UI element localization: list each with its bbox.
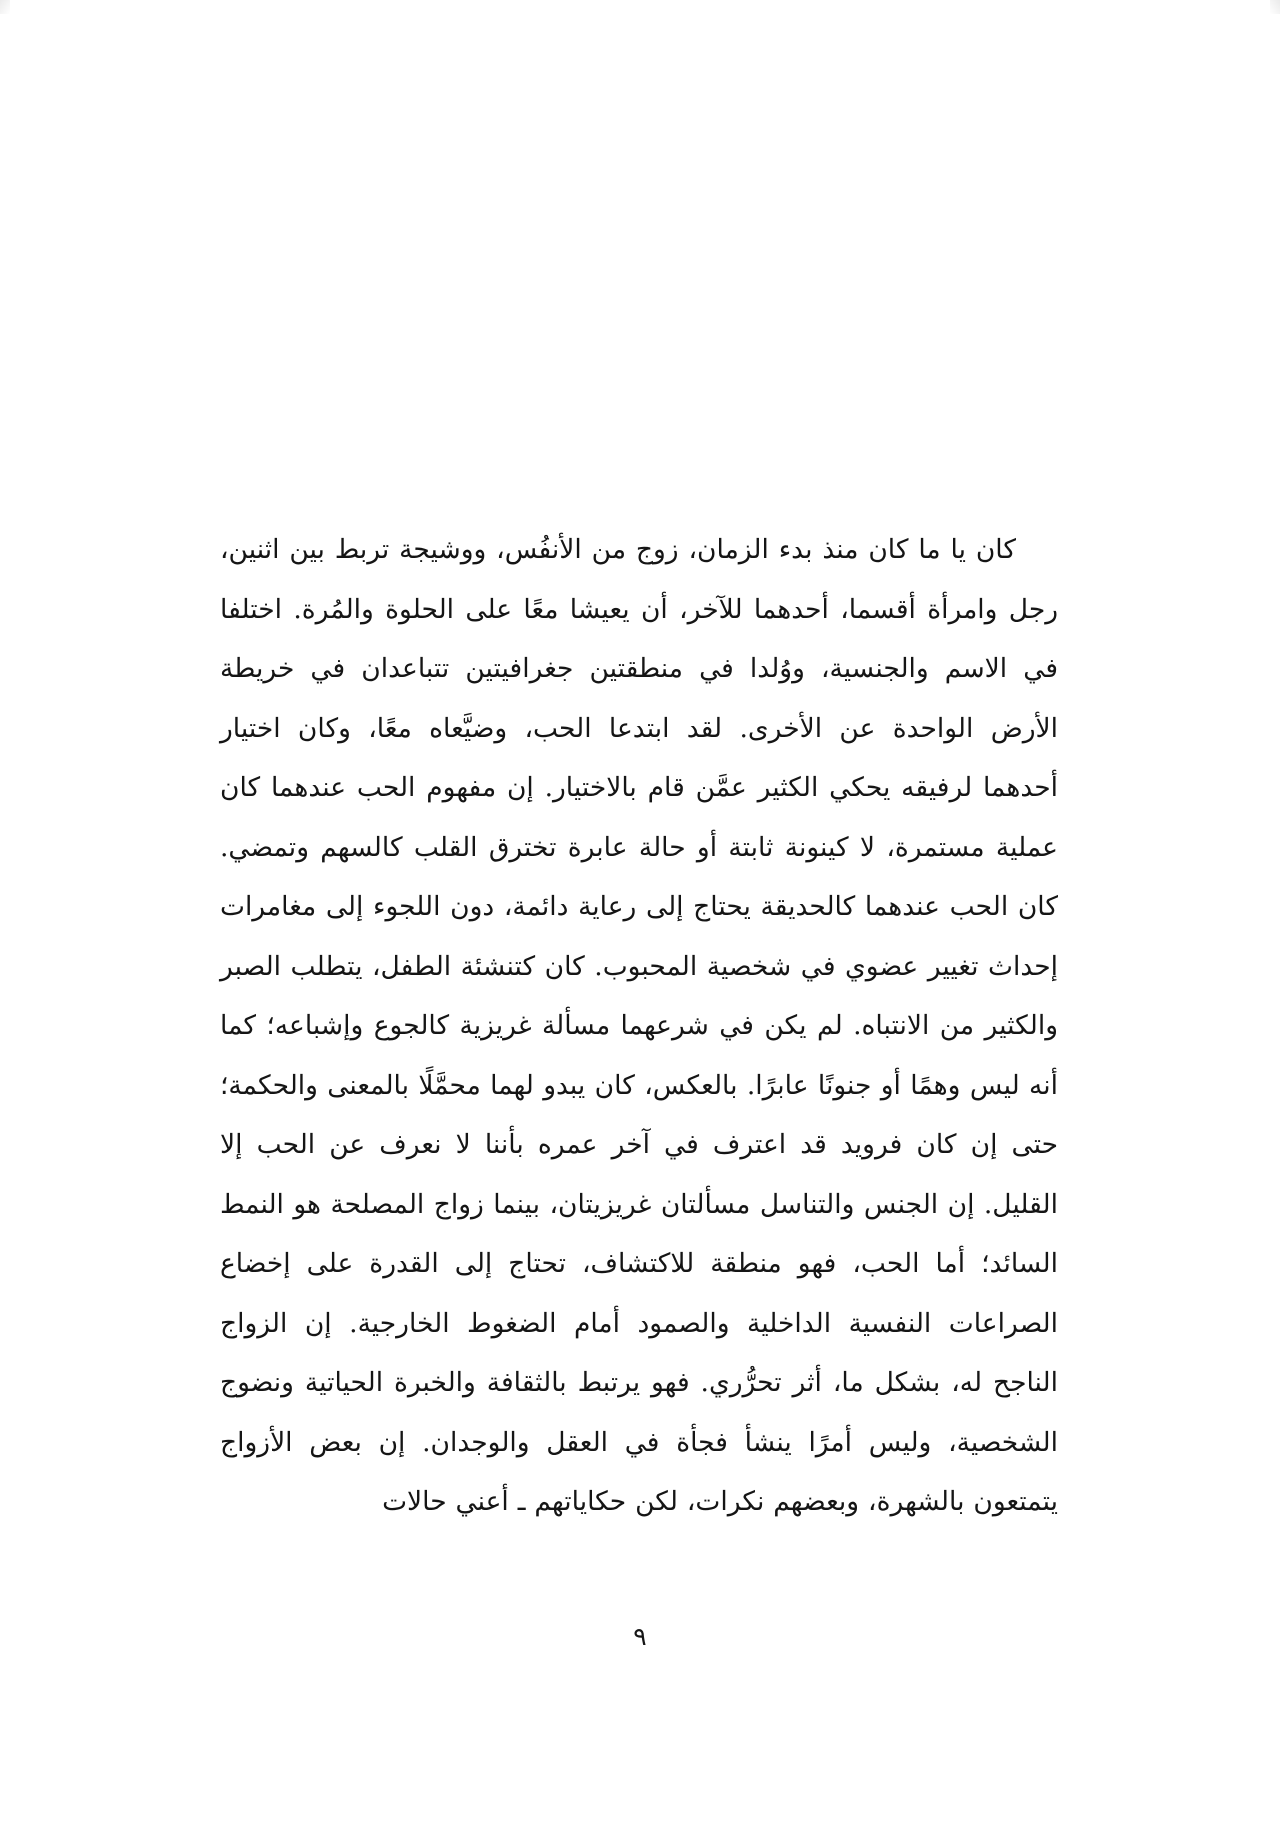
body-text-block (220, 520, 1058, 1532)
scan-edge-left (0, 0, 10, 14)
scan-edge-right (1270, 0, 1280, 14)
body-paragraph: كان يا ما كان منذ بدء الزمان، زوج من الأنفُس، ووشيجة تربط بين اثنين، رجل وامرأة أقسما، أحدهما للآخر، أن يعيشا معًا على الحلوة والمُرة. اختلفا في الاسم والجنسية، ووُلدا في منطقتين جغرافيتين تتباعدان في خريطة الأرض الواحدة عن الأخرى. لقد ابتدعا الحب، وضيَّعاه معًا، وكان اختيار أحدهما لرفيقه يحكي الكثير عمَّن قام بالاختيار. إن مفهوم الحب عندهما كان عملية مستمرة، لا كينونة ثابتة أو حالة عابرة تخترق القلب كالسهم وتمضي. كان الحب عندهما كالحديقة يحتاج إلى رعاية دائمة، دون اللجوء إلى مغامرات إحداث تغيير عضوي في شخصية المحبوب. كان كتنشئة الطفل، يتطلب الصبر والكثير من الانتباه. لم يكن في شرعهما مسألة غريزية كالجوع وإشباعه؛ كما أنه ليس وهمًا أو جنونًا عابرًا. بالعكس، كان يبدو لهما محمَّلًا بالمعنى والحكمة؛ حتى إن كان فرويد قد اعترف في آخر عمره بأننا لا نعرف عن الحب إلا القليل. إن الجنس والتناسل مسألتان غريزيتان، بينما زواج المصلحة هو النمط السائد؛ أما الحب، فهو منطقة للاكتشاف، تحتاج إلى القدرة على إخضاع الصراعات النفسية الداخلية والصمود أمام الضغوط الخارجية. إن الزواج الناجح له، بشكل ما، أثر تحرُّري. فهو يرتبط بالثقافة والخبرة الحياتية ونضوج الشخصية، وليس أمرًا ينشأ فجأة في العقل والوجدان. إن بعض الأزواج يتمتعون بالشهرة، وبعضهم نكرات، لكن حكاياتهم ـ أعني حالات (220, 534, 1058, 1517)
page-number: ٩ (633, 1622, 647, 1651)
